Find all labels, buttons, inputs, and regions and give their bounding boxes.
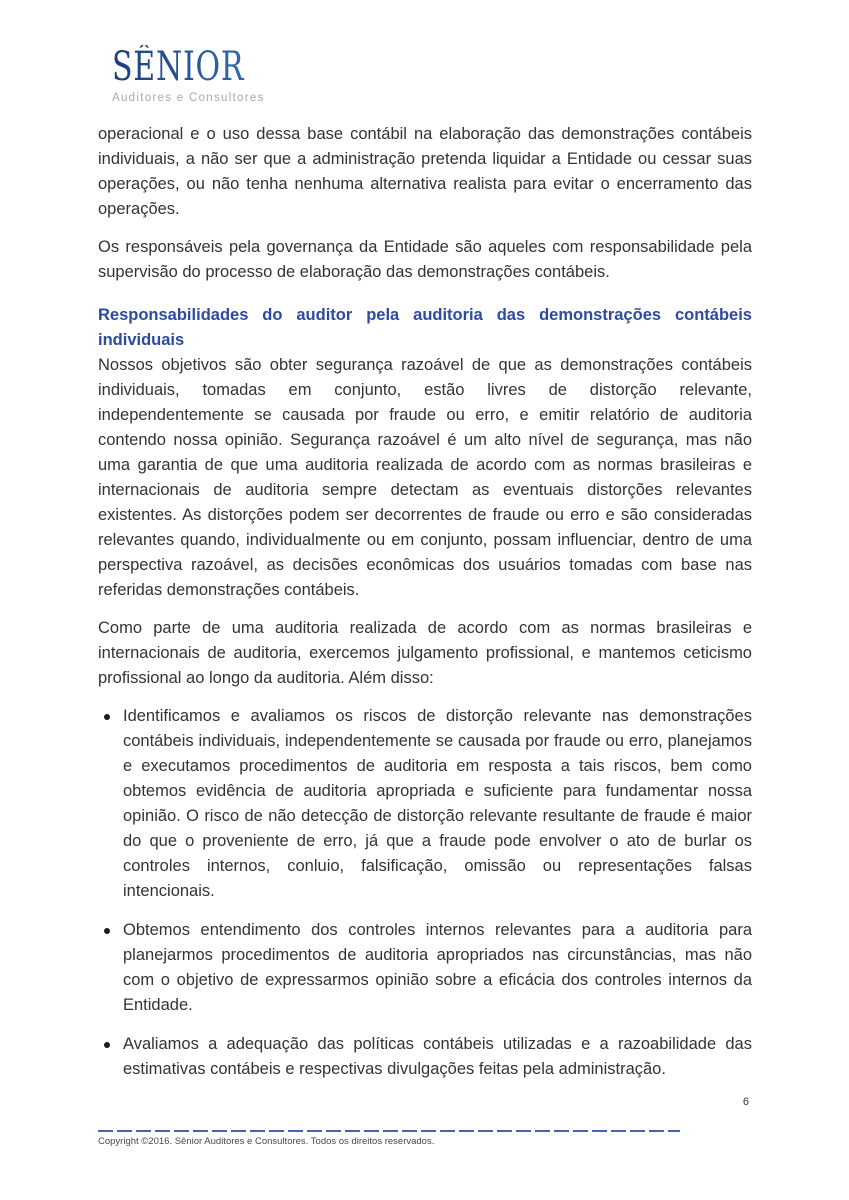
paragraph-governance: Os responsáveis pela governança da Entidade são aqueles com responsabilidade pela supervisão do processo de elaboração das demonstrações contábeis. [98,238,752,281]
logo-wordmark: SÊNIOR [112,45,592,89]
paragraph-objectives: Nossos objetivos são obter segurança razoável de que as demonstrações contábeis individuais, tomadas em conjunto, estão livres de distorção relevante, independentemente se causada por fraude ou erro, e emitir relatório de auditoria contendo nossa opinião. Segurança razoável é um alto nível de segurança, mas não uma garantia de que uma auditoria realizada de acordo com as normas brasileiras e internacionais de auditoria sempre detectam as eventuais distorções relevantes existentes. As distorções podem ser decorrentes de fraude ou erro e são consideradas relevantes quando, individualmente ou em conjunto, possam influenciar, dentro de uma perspectiva razoável, as decisões econômicas dos usuários tomadas com base nas referidas demonstrações contábeis. [98,356,752,599]
page-number: 6 [742,1096,749,1108]
document-body [98,122,752,1082]
bullet-list [98,704,752,1082]
bullet-item-internal-controls [98,918,752,1018]
bullet-text: Obtemos entendimento dos controles internos relevantes para a auditoria para planejarmos procedimentos de auditoria apropriados nas circunstâncias, mas não com o objetivo de expressarmos opinião sobre a eficácia dos controles internos da Entidade. [123,921,752,1014]
bullet-item-risk-identification [98,704,752,904]
bullet-icon [104,714,110,720]
bullet-text: Identificamos e avaliamos os riscos de distorção relevante nas demonstrações contábeis individuais, independentemente se causada por fraude ou erro, planejamos e executamos procedimentos de auditoria em resposta a tais riscos, bem como obtemos evidência de auditoria apropriada e suficiente para fundamentar nossa opinião. O risco de não detecção de distorção relevante resultante de fraude é maior do que o proveniente de erro, já que a fraude pode envolver o ato de burlar os controles internos, conluio, falsificação, omissão ou representações falsas intencionais. [123,707,752,900]
bullet-icon [104,1042,110,1048]
page-footer [98,1096,752,1148]
bullet-icon [104,928,110,934]
bullet-text: Avaliamos a adequação das políticas contábeis utilizadas e a razoabilidade das estimativas contábeis e respectivas divulgações feitas pela administração. [123,1035,752,1078]
company-logo [112,45,752,107]
logo-tagline: Auditores e Consultores [112,92,265,104]
copyright-text: Copyright ©2016. Sênior Auditores e Consultores. Todos os direitos reservados. [98,1136,435,1147]
section-heading-auditor-responsibilities: Responsabilidades do auditor pela auditoria das demonstrações contábeis individuais [98,306,752,349]
paragraph-operational-basis: operacional e o uso dessa base contábil na elaboração das demonstrações contábeis individuais, a não ser que a administração pretenda liquidar a Entidade ou cessar suas operações, ou não tenha nenhuma alternativa realista para evitar o encerramento das operações. [98,125,752,218]
bullet-item-accounting-policies [98,1032,752,1082]
footer-divider [98,1130,680,1132]
paragraph-audit-process: Como parte de uma auditoria realizada de acordo com as normas brasileiras e internacionais de auditoria, exercemos julgamento profissional, e mantemos ceticismo profissional ao longo da auditoria. Além disso: [98,619,752,687]
